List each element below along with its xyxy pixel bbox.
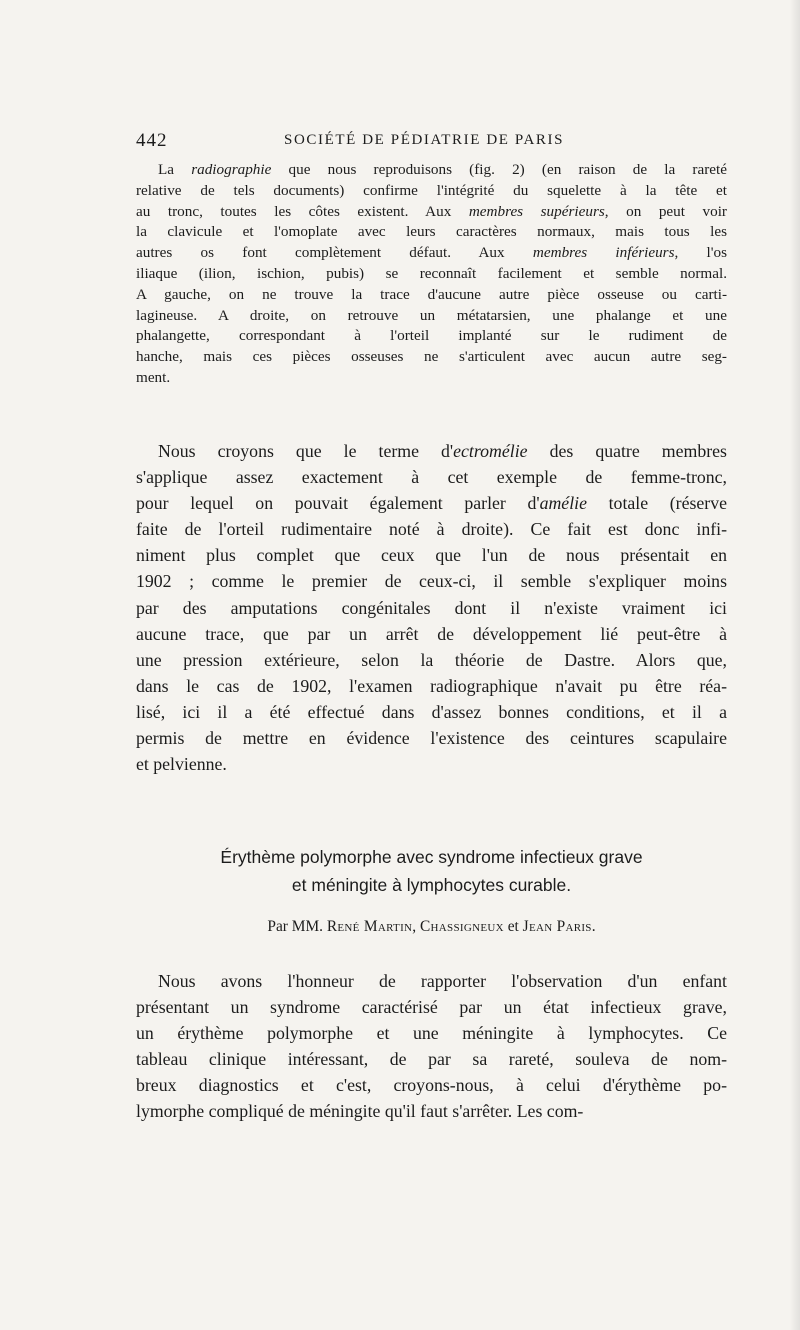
text-run: aucune trace, que par un arrêt de développement lié peut-être à bbox=[136, 623, 727, 644]
author-name: Chassigneux bbox=[419, 918, 504, 935]
text-run: niment plus complet que ceux que l'un de nous présentait en bbox=[136, 545, 727, 566]
text-run: permis de mettre en évidence l'existence des ceintures scapulaire bbox=[136, 728, 727, 749]
text-run: phalangette, correspondant à l'orteil implanté sur le rudiment de bbox=[136, 327, 727, 345]
article-authors bbox=[136, 918, 727, 936]
text-run: des quatre membres bbox=[527, 441, 727, 461]
page-number: 442 bbox=[136, 130, 168, 151]
text-run: lagineuse. A droite, on retrouve un métatarsien, une phalange et une bbox=[136, 306, 727, 324]
text-line bbox=[136, 751, 727, 777]
text-line bbox=[136, 464, 727, 490]
text-run: lymorphe compliqué de méningite qu'il faut s'arrêter. Les com- bbox=[136, 1101, 584, 1122]
text-line bbox=[136, 1098, 727, 1124]
text-line bbox=[136, 181, 727, 202]
text-run: 1902 ; comme le premier de ceux-ci, il semble s'expliquer moins bbox=[136, 571, 727, 592]
text-line bbox=[136, 699, 727, 725]
text-run: et pelvienne. bbox=[136, 754, 227, 775]
italic-term: membres inférieurs bbox=[532, 244, 675, 262]
italic-term: membres supérieurs bbox=[468, 202, 605, 220]
italic-term: amélie bbox=[539, 493, 587, 514]
text-line bbox=[136, 160, 727, 181]
text-run: tableau clinique intéressant, de par sa rareté, souleva de nom- bbox=[136, 1049, 727, 1070]
text-run: une pression extérieure, selon la théorie de Dastre. Alors que, bbox=[136, 649, 727, 670]
authors-text: . bbox=[591, 918, 596, 935]
text-run: Nous croyons que le terme d' bbox=[158, 441, 454, 461]
text-line bbox=[136, 542, 727, 568]
text-run: hanche, mais ces pièces osseuses ne s'articulent avec aucun autre seg- bbox=[136, 348, 727, 366]
article-title-line-2: et méningite à lymphocytes curable. bbox=[291, 875, 572, 895]
text-line bbox=[136, 968, 727, 994]
author-name: René Martin bbox=[326, 918, 413, 935]
running-head bbox=[136, 130, 736, 154]
text-line bbox=[136, 1020, 727, 1046]
text-run: breux diagnostics et c'est, croyons-nous, à celui d'érythème po- bbox=[136, 1075, 727, 1096]
running-head-title: SOCIÉTÉ DE PÉDIATRIE DE PARIS bbox=[284, 132, 565, 148]
text-line bbox=[136, 568, 727, 594]
text-run: totale (réserve bbox=[586, 493, 727, 514]
italic-term: ectromélie bbox=[453, 441, 528, 461]
text-run: que nous reproduisons (fig. 2) (en raison de la rareté bbox=[271, 161, 727, 178]
text-line bbox=[136, 347, 727, 368]
text-line bbox=[136, 994, 727, 1020]
authors-text: et bbox=[503, 918, 523, 935]
text-run: autres os font complètement défaut. Aux bbox=[136, 244, 533, 262]
text-run: iliaque (ilion, ischion, pubis) se reconnaît facilement et semble normal. bbox=[136, 264, 727, 282]
paragraph-observation bbox=[136, 968, 727, 1125]
text-run: ment. bbox=[136, 368, 171, 386]
text-run: pour lequel on pouvait également parler d' bbox=[136, 493, 540, 514]
text-line bbox=[136, 326, 727, 347]
text-run: , l'os bbox=[674, 244, 728, 262]
authors-text: , bbox=[412, 918, 420, 935]
paragraph-ectromelie bbox=[136, 438, 727, 777]
text-line bbox=[136, 368, 727, 389]
text-run: un érythème polymorphe et une méningite à lymphocytes. Ce bbox=[136, 1023, 727, 1044]
paragraph-radiographie bbox=[136, 160, 727, 389]
text-run: Nous avons l'honneur de rapporter l'observation d'un enfant bbox=[158, 971, 727, 991]
italic-term: radiographie bbox=[191, 161, 272, 178]
text-run: A gauche, on ne trouve la trace d'aucune autre pièce osseuse ou carti- bbox=[136, 285, 727, 303]
text-line bbox=[136, 595, 727, 621]
text-line bbox=[136, 1072, 727, 1098]
text-line bbox=[136, 516, 727, 542]
text-line bbox=[136, 1046, 727, 1072]
text-line bbox=[136, 243, 727, 264]
text-run: au tronc, toutes les côtes existent. Aux bbox=[136, 202, 469, 220]
text-run: relative de tels documents) confirme l'intégrité du squelette à la tête et bbox=[136, 181, 727, 199]
text-line bbox=[136, 621, 727, 647]
text-run: lisé, ici il a été effectué dans d'assez bonnes conditions, et il a bbox=[136, 701, 727, 722]
text-run: la clavicule et l'omoplate avec leurs caractères normaux, mais tous les bbox=[136, 223, 727, 241]
text-line bbox=[136, 285, 727, 306]
author-name: Jean Paris bbox=[522, 918, 592, 935]
text-run: présentant un syndrome caractérisé par un état infectieux grave, bbox=[136, 997, 727, 1018]
text-run: s'applique assez exactement à cet exemple de femme-tronc, bbox=[136, 467, 727, 488]
text-run: dans le cas de 1902, l'examen radiographique n'avait pu être réa- bbox=[136, 675, 727, 696]
text-line bbox=[136, 202, 727, 223]
text-run: par des amputations congénitales dont il n'existe vraiment ici bbox=[136, 597, 727, 618]
page-edge-shadow bbox=[790, 0, 800, 1330]
text-line bbox=[136, 438, 727, 464]
article-title bbox=[136, 843, 727, 899]
text-line bbox=[136, 725, 727, 751]
article-title-line-1: Érythème polymorphe avec syndrome infectieux grave bbox=[220, 847, 643, 867]
text-line bbox=[136, 647, 727, 673]
text-run: faite de l'orteil rudimentaire noté à droite). Ce fait est donc infi- bbox=[136, 519, 727, 540]
text-line bbox=[136, 306, 727, 327]
text-line bbox=[136, 222, 727, 243]
text-line bbox=[136, 490, 727, 516]
text-run: La bbox=[158, 161, 192, 178]
text-run: , on peut voir bbox=[604, 202, 727, 220]
text-line bbox=[136, 673, 727, 699]
authors-text: Par MM. bbox=[267, 918, 327, 935]
text-line bbox=[136, 264, 727, 285]
